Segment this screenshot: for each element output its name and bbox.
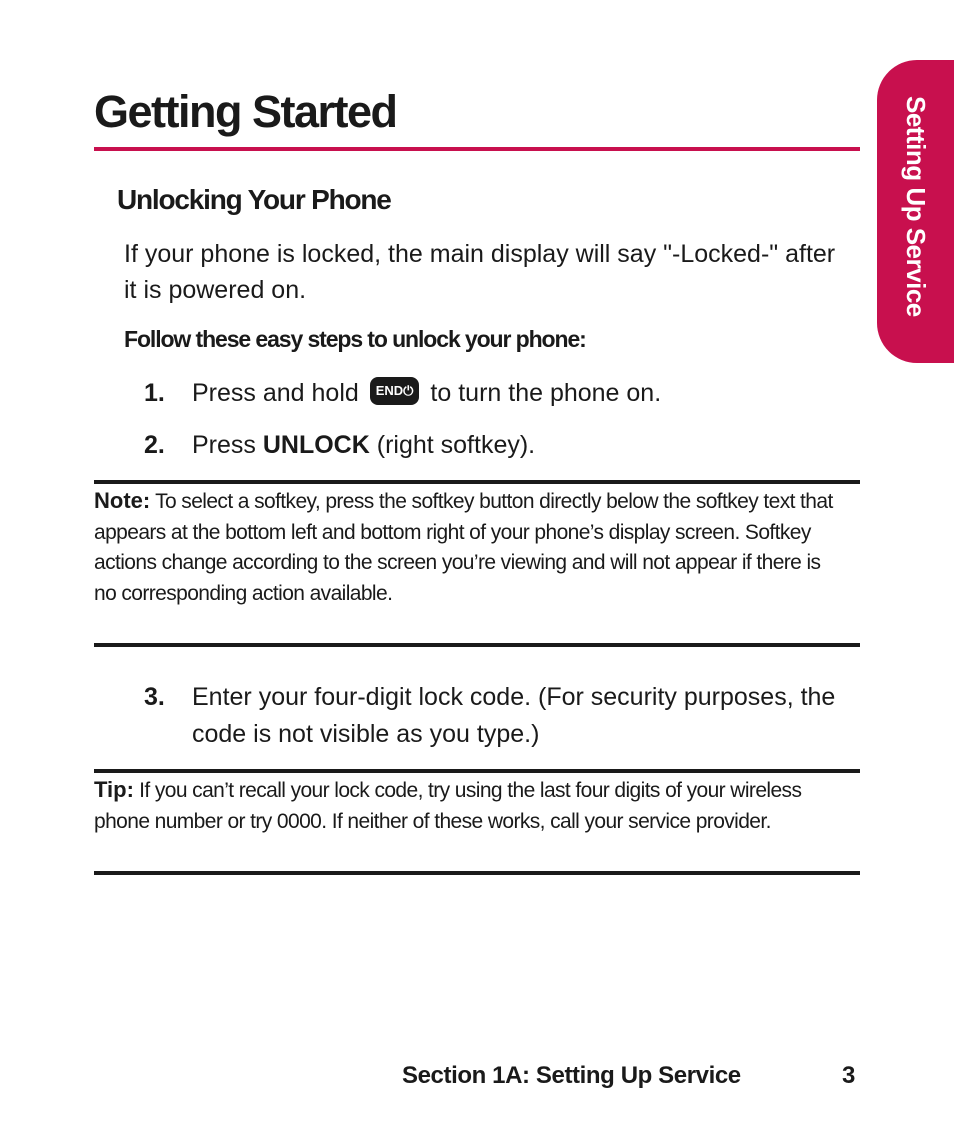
- tip-label: Tip:: [94, 777, 134, 802]
- step-text: [192, 427, 844, 464]
- page-title: Getting Started: [94, 86, 397, 137]
- title-divider: [94, 147, 860, 151]
- tip-top-rule: [94, 769, 860, 773]
- note-text: To select a softkey, press the softkey button directly below the softkey text that appears at the bottom left and bottom right of your phone’s display screen. Softkey actions change according to the screen you’re viewing and will not appear if there is no corresponding action available.: [94, 490, 833, 605]
- end-key-icon: END⏻: [370, 377, 420, 405]
- footer-section-title: Section 1A: Setting Up Service: [402, 1062, 741, 1089]
- step-number: 3.: [144, 683, 165, 711]
- step-number: 1.: [144, 379, 165, 407]
- step-text: [192, 375, 844, 412]
- tip-text: If you can’t recall your lock code, try using the last four digits of your wireless phone number or try 0000. If neither of these works, call your service provider.: [94, 779, 802, 833]
- step-text-before: Press and hold: [192, 379, 359, 407]
- step-number: 2.: [144, 431, 165, 459]
- section-heading: Unlocking Your Phone: [117, 184, 391, 215]
- section-side-tab: [877, 60, 954, 363]
- note-top-rule: [94, 480, 860, 484]
- note-label: Note:: [94, 488, 151, 513]
- step-2: [144, 427, 844, 464]
- softkey-label: UNLOCK: [262, 431, 370, 459]
- step-text: Enter your four-digit lock code. (For security purposes, the code is not visible as you type.): [192, 683, 836, 748]
- tip-box: [94, 775, 834, 837]
- step-3: [144, 679, 844, 753]
- step-text-after: (right softkey).: [376, 431, 536, 459]
- note-bottom-rule: [94, 643, 860, 647]
- steps-intro: Follow these easy steps to unlock your phone:: [124, 326, 586, 352]
- tip-bottom-rule: [94, 871, 860, 875]
- step-text-before: Press: [192, 431, 256, 459]
- side-tab-label: Setting Up Service: [901, 96, 931, 317]
- page-number: 3: [842, 1062, 856, 1089]
- intro-paragraph: If your phone is locked, the main display will say "-Locked-" after it is powered on.: [124, 240, 836, 304]
- step-1: [144, 375, 844, 412]
- step-text-after: to turn the phone on.: [430, 379, 662, 407]
- note-box: [94, 486, 834, 609]
